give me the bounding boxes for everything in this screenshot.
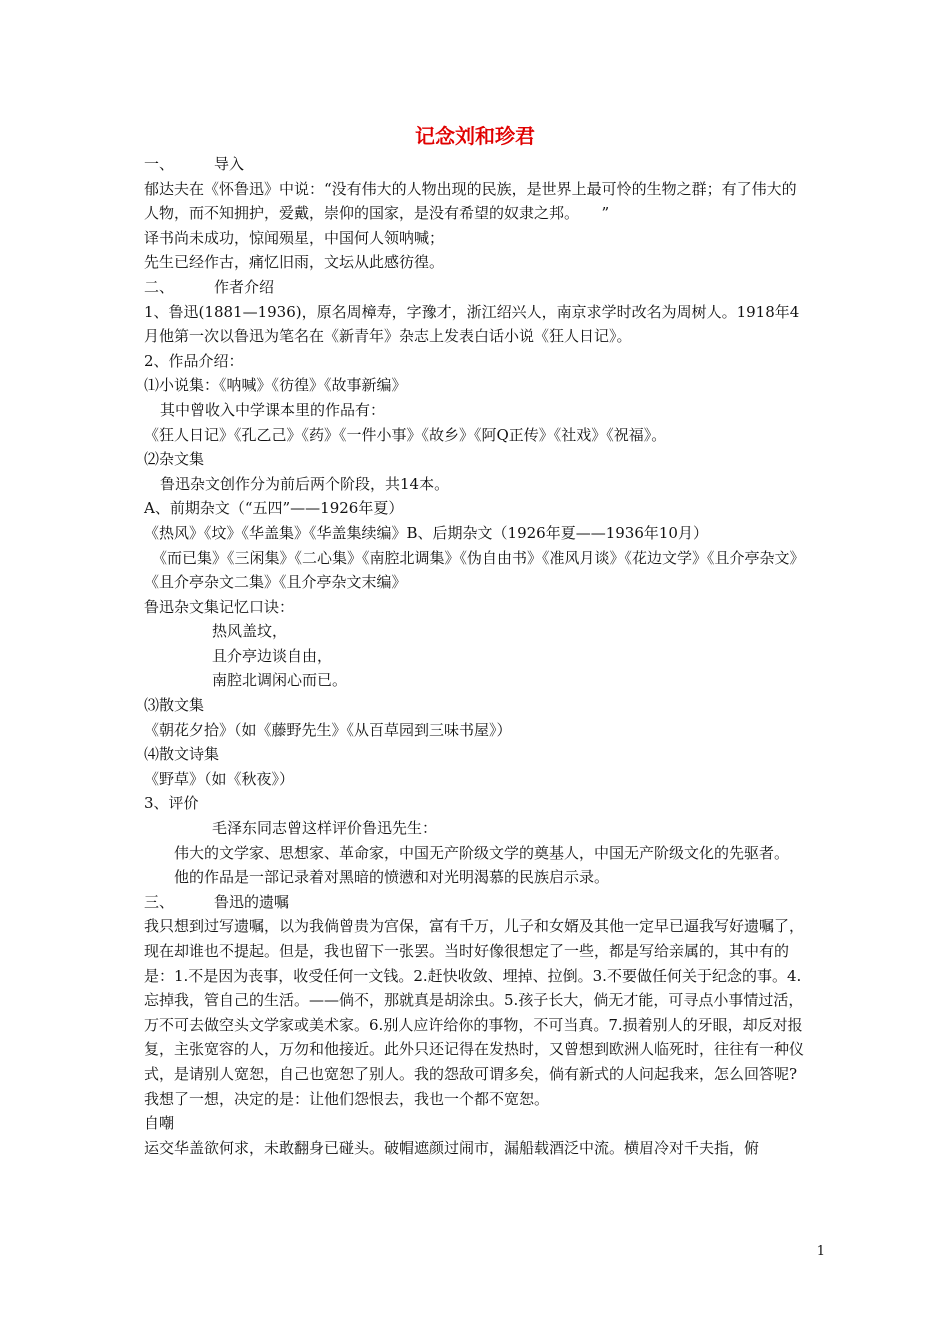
paragraph: 先生已经作古，痛忆旧雨，文坛从此感彷徨。	[144, 253, 445, 272]
paragraph: ⑴小说集：《呐喊》《彷徨》《故事新编》	[144, 376, 407, 395]
paragraph: 我只想到过写遗嘱，以为我倘曾贵为宫保，富有千万，儿子和女婿及其他一定早已逼我写好遗嘱了，现在却谁也不提起。但是，我也留下一张罢。当时好像很想定了一些，都是写给亲属的，其中有的是：1.不是因为丧事，收受任何一文钱。2.赶快收敛、埋掉、拉倒。3.不要做任何关于纪念的事。4.忘掉我，管自己的生活。——倘不，那就真是胡涂虫。5.孩子长大，倘无才能，可寻点小事情过活，万不可去做空头文学家或美术家。6.别人应许给你的事物，不可当真。7.损着别人的牙眼，却反对报复，主张宽容的人，万勿和他接近。此外只还记得在发热时，又曾想到欧洲人临死时，往往有一种仪式，是请别人宽恕，自己也宽恕了别人。我的怨敌可谓多矣，倘有新式的人问起我来，怎么回答呢?我想了一想，决定的是：让他们怨恨去，我也一个都不宽恕。	[144, 917, 805, 1108]
paragraph-text: 《而已集》《三闲集》《二心集》《南腔北调集》《伪自由书》《准风月谈》《花边文学》《且介亭杂文》《且介亭杂文二集》《且介亭杂文末编》	[144, 548, 805, 592]
paragraph: 《朝花夕拾》（如《藤野先生》《从百草园到三味书屋》）	[144, 720, 512, 739]
section-number: 二、	[144, 277, 175, 296]
section-number: 三、	[144, 892, 175, 911]
paragraph: 2、作品介绍：	[144, 351, 244, 370]
paragraph: ⑷散文诗集	[144, 745, 220, 764]
section-label: 鲁迅的遗嘱	[214, 892, 290, 911]
section-label: 导入	[214, 155, 245, 173]
paragraph: 其中曾收入中学课本里的作品有：	[160, 400, 386, 419]
mnemonic-line: 热风盖坟，	[212, 622, 288, 641]
paragraph: ⑶散文集	[144, 696, 205, 715]
section-heading	[144, 152, 809, 177]
page-title: 记念刘和珍君	[415, 124, 535, 148]
document-body	[144, 152, 809, 1160]
paragraph: 《野草》（如《秋夜》）	[144, 769, 295, 788]
paragraph: 《热风》《坟》《华盖集》《华盖集续编》B、后期杂文（1926年夏——1936年10月）	[144, 523, 708, 542]
section-heading	[144, 890, 809, 915]
paragraph: 运交华盖欲何求，未敢翻身已碰头。破帽遮颜过闹市，漏船载酒泛中流。横眉冷对千夫指，俯	[144, 1138, 760, 1157]
paragraph: 《狂人日记》《孔乙己》《药》《一件小事》《故乡》《阿Q正传》《社戏》《祝福》。	[144, 425, 667, 444]
paragraph: 毛泽东同志曾这样评价鲁迅先生：	[212, 819, 438, 838]
paragraph: A、前期杂文（“五四”——1926年夏）	[144, 499, 404, 518]
paragraph: 郁达夫在《怀鲁迅》中说：“没有伟大的人物出现的民族，是世界上最可怜的生物之群；有了伟大的人物，而不知拥护，爱戴，崇仰的国家，是没有希望的奴隶之邦。 ”	[144, 179, 797, 223]
mnemonic-line: 南腔北调闲心而已。	[212, 671, 348, 690]
section-heading	[144, 275, 809, 300]
paragraph: 伟大的文学家、思想家、革命家，中国无产阶级文学的奠基人，中国无产阶级文化的先驱者。	[174, 843, 790, 862]
paragraph: 3、评价	[144, 794, 199, 813]
paragraph: 鲁迅杂文集记忆口诀：	[144, 597, 295, 616]
section-number: 一、	[144, 155, 175, 173]
paragraph: 鲁迅杂文创作分为前后两个阶段，共14本。	[160, 474, 450, 493]
paragraph: 他的作品是一部记录着对黑暗的愤懑和对光明渴慕的民族启示录。	[174, 868, 610, 887]
paragraph: ⑵杂文集	[144, 450, 205, 469]
paragraph: 1、鲁迅(1881—1936)，原名周樟寿，字豫才，浙江绍兴人，南京求学时改名为周树人。1918年4月他第一次以鲁迅为笔名在《新青年》杂志上发表白话小说《狂人日记》。	[144, 302, 800, 346]
paragraph	[144, 546, 809, 595]
paragraph: 译书尚未成功，惊闻殒星，中国何人领呐喊；	[144, 228, 445, 247]
page-number: 1	[816, 1244, 825, 1259]
mnemonic-line: 且介亭边谈自由，	[212, 646, 333, 665]
paragraph: 自嘲	[144, 1114, 175, 1133]
section-label: 作者介绍	[214, 277, 275, 296]
